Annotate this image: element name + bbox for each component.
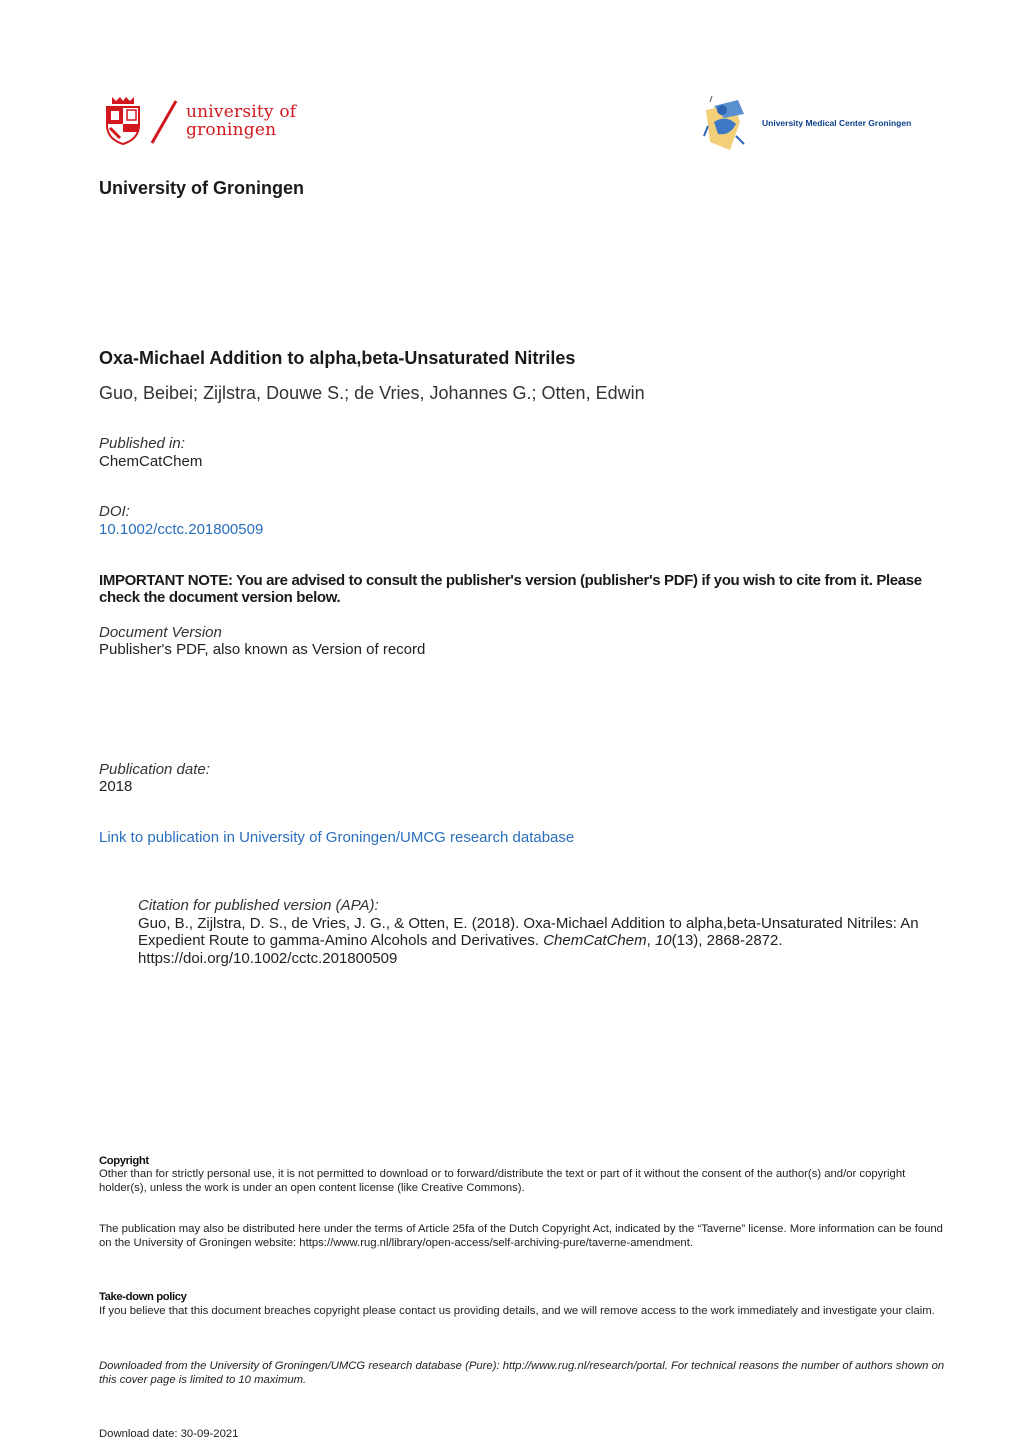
publication-date-label: Publication date: [99,761,210,778]
citation-block [138,897,958,967]
doi-label: DOI: [99,503,130,520]
logo-divider-slash [148,99,178,145]
copyright-text: Other than for strictly personal use, it is not permitted to download or to forward/distribute the text or part of it without the consent of the author(s) and/or copyright holder(s), unless the work is under an open content license (like Creative Commons). [99,1168,906,1194]
institution-heading: University of Groningen [99,178,305,198]
wordmark-line2: groningen [186,120,277,140]
wordmark-line1: university of [186,102,297,122]
umcg-name: University Medical Center Groningen [762,118,912,128]
university-of-groningen-logo [104,95,304,149]
publication-date-value: 2018 [99,778,133,795]
citation-journal: ChemCatChem [543,932,647,949]
publication-title: Oxa-Michael Addition to alpha,beta-Unsaturated Nitriles [99,348,576,368]
takedown-heading: Take-down policy [99,1291,187,1303]
citation-text: Guo, B., Zijlstra, D. S., de Vries, J. G., & Otten, E. (2018). Oxa-Michael Addition to alpha,beta-Unsaturated Nitriles: An Expedient Route to gamma-Amino Alcohols and Derivatives. [138,914,919,949]
citation-volume: 10 [654,932,672,949]
taverne-text: The publication may also be distributed here under the terms of Article 25fa of the Dutch Copyright Act, indicated by the “Taverne” license. More information can be found on the University of Groningen website: https://www.rug.nl/library/open-access/self-archiving-pure/taverne-amendment. [99,1223,943,1249]
published-in-value: ChemCatChem [99,453,203,470]
takedown-text: If you believe that this document breaches copyright please contact us providing details, and we will remove access to the work immediately and investigate your claim. [99,1305,935,1317]
download-date: Download date: 30-09-2021 [99,1428,239,1440]
downloaded-from: Downloaded from the University of Groningen/UMCG research database (Pure): http://www.rug.nl/research/portal. For technical reasons the number of authors shown on this cover page is limited to 10 maximum. [99,1360,945,1386]
doi-link[interactable]: 10.1002/cctc.201800509 [99,521,264,538]
citation-text-after: (13), 2868-2872. https://doi.org/10.1002/cctc.201800509 [138,932,783,967]
citation-sep: , [646,932,655,949]
database-link[interactable]: Link to publication in University of Groningen/UMCG research database [99,829,575,846]
citation-label: Citation for published version (APA): [138,897,379,914]
university-wordmark [186,103,296,139]
published-in-label: Published in: [99,435,185,452]
important-note: IMPORTANT NOTE: You are advised to consult the publisher's version (publisher's PDF) if you wish to cite from it. Please check the document version below. [99,572,922,606]
coat-of-arms-icon [104,95,142,145]
umcg-logo [700,96,940,156]
frog-icon [700,96,756,154]
document-version-value: Publisher's PDF, also known as Version of record [99,641,426,658]
copyright-heading: Copyright [99,1155,149,1167]
publication-authors: Guo, Beibei; Zijlstra, Douwe S.; de Vries, Johannes G.; Otten, Edwin [99,383,645,403]
document-version-label: Document Version [99,624,222,641]
